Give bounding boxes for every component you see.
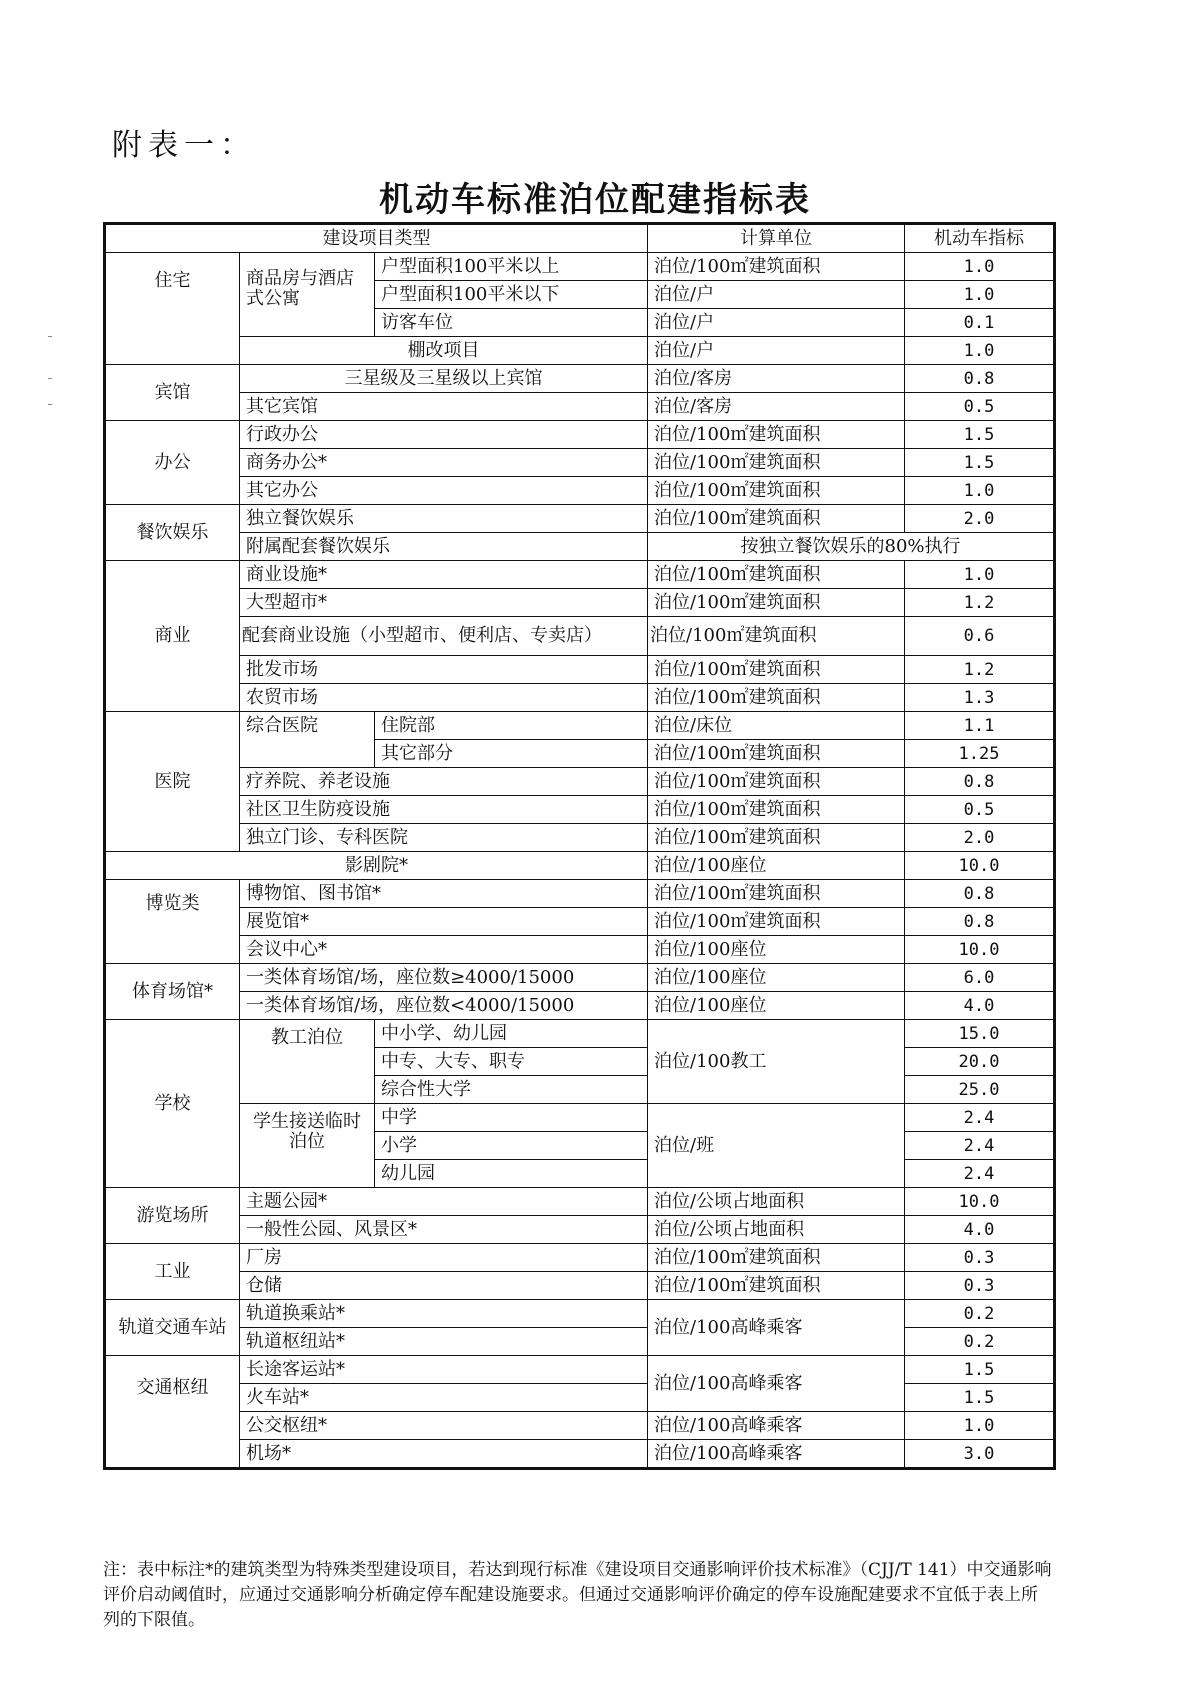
index-value: 4.0	[905, 1216, 1055, 1244]
scan-mark	[48, 378, 52, 379]
header-index: 机动车指标	[905, 224, 1055, 253]
unit-cell: 泊位/100座位	[648, 992, 905, 1020]
table-row	[105, 477, 1055, 505]
index-value: 3.0	[905, 1440, 1055, 1469]
item-label: 其它部分	[375, 740, 648, 768]
unit-cell: 泊位/100教工	[648, 1020, 905, 1104]
table-row	[105, 684, 1055, 712]
index-value: 0.8	[905, 768, 1055, 796]
item-label: 商务办公*	[240, 449, 648, 477]
item-label: 户型面积100平米以上	[375, 253, 648, 281]
item-label: 火车站*	[240, 1384, 648, 1412]
index-value: 15.0	[905, 1020, 1055, 1048]
table-row	[105, 449, 1055, 477]
index-value: 1.5	[905, 449, 1055, 477]
subcategory-cell: 教工泊位	[240, 1020, 375, 1104]
item-label: 主题公园*	[240, 1188, 648, 1216]
item-label: 独立门诊、专科医院	[240, 824, 648, 852]
index-value: 1.0	[905, 1412, 1055, 1440]
item-label: 一类体育场馆/场，座位数<4000/15000	[240, 992, 648, 1020]
unit-cell: 泊位/客房	[648, 393, 905, 421]
item-label: 独立餐饮娱乐	[240, 505, 648, 533]
unit-cell: 泊位/100㎡建筑面积	[648, 880, 905, 908]
index-value: 1.3	[905, 684, 1055, 712]
table-row	[105, 365, 1055, 393]
index-value: 1.0	[905, 337, 1055, 365]
index-value: 1.0	[905, 281, 1055, 309]
item-label: 批发市场	[240, 656, 648, 684]
table-row	[105, 1328, 1055, 1356]
unit-cell: 泊位/100高峰乘客	[648, 1356, 905, 1412]
index-value: 2.0	[905, 824, 1055, 852]
index-value: 0.1	[905, 309, 1055, 337]
unit-cell: 泊位/公顷占地面积	[648, 1188, 905, 1216]
category-cell: 交通枢纽	[105, 1356, 240, 1469]
item-label: 其它办公	[240, 477, 648, 505]
table-row	[105, 992, 1055, 1020]
index-value: 10.0	[905, 852, 1055, 880]
index-value: 0.8	[905, 908, 1055, 936]
unit-cell: 泊位/100高峰乘客	[648, 1412, 905, 1440]
item-label: 厂房	[240, 1244, 648, 1272]
table-row	[105, 617, 1055, 656]
unit-cell: 泊位/户	[648, 281, 905, 309]
item-label: 棚改项目	[240, 337, 648, 365]
category-cell: 体育场馆*	[105, 964, 240, 1020]
category-cell: 办公	[105, 421, 240, 505]
item-label: 轨道换乘站*	[240, 1300, 648, 1328]
table-row	[105, 1412, 1055, 1440]
item-label: 大型超市*	[240, 589, 648, 617]
index-value: 0.8	[905, 365, 1055, 393]
index-value: 1.25	[905, 740, 1055, 768]
unit-cell: 泊位/100㎡建筑面积	[648, 477, 905, 505]
item-label: 一般性公园、风景区*	[240, 1216, 648, 1244]
item-label: 中小学、幼儿园	[375, 1020, 648, 1048]
index-value: 2.4	[905, 1160, 1055, 1188]
table-row	[105, 908, 1055, 936]
item-label: 仓储	[240, 1272, 648, 1300]
index-value: 1.5	[905, 1356, 1055, 1384]
table-row	[105, 505, 1055, 533]
table-row	[105, 656, 1055, 684]
item-label: 商业设施*	[240, 561, 648, 589]
unit-cell: 泊位/100㎡建筑面积	[648, 908, 905, 936]
table-title: 机动车标准泊位配建指标表	[379, 180, 811, 220]
index-value: 1.2	[905, 656, 1055, 684]
category-cell: 宾馆	[105, 365, 240, 421]
item-label: 三星级及三星级以上宾馆	[240, 365, 648, 393]
category-cell: 工业	[105, 1244, 240, 1300]
item-label: 行政办公	[240, 421, 648, 449]
unit-cell: 泊位/100㎡建筑面积	[648, 589, 905, 617]
table-row	[105, 1020, 1055, 1048]
index-value: 1.0	[905, 561, 1055, 589]
header-type: 建设项目类型	[105, 224, 648, 253]
item-label: 农贸市场	[240, 684, 648, 712]
table-row	[105, 1104, 1055, 1132]
table-row	[105, 337, 1055, 365]
item-label: 长途客运站*	[240, 1356, 648, 1384]
index-value: 20.0	[905, 1048, 1055, 1076]
subcategory-cell: 学生接送临时泊位	[240, 1104, 375, 1188]
unit-cell: 泊位/100㎡建筑面积	[648, 796, 905, 824]
item-label: 户型面积100平米以下	[375, 281, 648, 309]
index-value: 1.1	[905, 712, 1055, 740]
table-row	[105, 533, 1055, 561]
category-cell: 学校	[105, 1020, 240, 1188]
index-value: 0.3	[905, 1244, 1055, 1272]
unit-cell: 泊位/100㎡建筑面积	[648, 253, 905, 281]
item-label: 一类体育场馆/场，座位数≥4000/15000	[240, 964, 648, 992]
scan-mark	[48, 336, 52, 337]
parking-standard-table	[103, 222, 1056, 1470]
header-row	[105, 224, 1055, 253]
table-row	[105, 1300, 1055, 1328]
item-label: 综合性大学	[375, 1076, 648, 1104]
index-value: 0.3	[905, 1272, 1055, 1300]
item-label: 配套商业设施（小型超市、便利店、专卖店）	[240, 617, 648, 656]
appendix-label: 附表一：	[112, 128, 256, 163]
category-cell: 医院	[105, 712, 240, 852]
item-label: 轨道枢纽站*	[240, 1328, 648, 1356]
index-value: 1.5	[905, 1384, 1055, 1412]
table-row	[105, 561, 1055, 589]
index-value: 0.5	[905, 796, 1055, 824]
table-row	[105, 1244, 1055, 1272]
table-row	[105, 796, 1055, 824]
item-label: 中学	[375, 1104, 648, 1132]
unit-cell: 泊位/户	[648, 309, 905, 337]
category-cell: 影剧院*	[105, 852, 648, 880]
item-label: 疗养院、养老设施	[240, 768, 648, 796]
unit-cell: 泊位/100㎡建筑面积	[648, 617, 905, 656]
unit-cell: 泊位/100㎡建筑面积	[648, 1272, 905, 1300]
index-value: 0.2	[905, 1300, 1055, 1328]
unit-cell: 泊位/100㎡建筑面积	[648, 561, 905, 589]
unit-cell: 泊位/100㎡建筑面积	[648, 684, 905, 712]
item-label: 博物馆、图书馆*	[240, 880, 648, 908]
unit-cell: 泊位/100㎡建筑面积	[648, 421, 905, 449]
index-value: 6.0	[905, 964, 1055, 992]
item-label: 幼儿园	[375, 1160, 648, 1188]
category-cell: 商业	[105, 561, 240, 712]
table-row	[105, 1216, 1055, 1244]
table-row	[105, 421, 1055, 449]
item-label: 住院部	[375, 712, 648, 740]
index-value: 2.4	[905, 1104, 1055, 1132]
item-label: 社区卫生防疫设施	[240, 796, 648, 824]
index-note: 按独立餐饮娱乐的80%执行	[648, 533, 1055, 561]
index-value: 2.0	[905, 505, 1055, 533]
unit-cell: 泊位/100㎡建筑面积	[648, 656, 905, 684]
table-row	[105, 1384, 1055, 1412]
category-cell: 轨道交通车站	[105, 1300, 240, 1356]
index-value: 0.2	[905, 1328, 1055, 1356]
index-value: 1.0	[905, 253, 1055, 281]
category-cell: 游览场所	[105, 1188, 240, 1244]
table-row	[105, 1188, 1055, 1216]
item-label: 中专、大专、职专	[375, 1048, 648, 1076]
index-value: 2.4	[905, 1132, 1055, 1160]
table-row	[105, 1272, 1055, 1300]
table-row	[105, 393, 1055, 421]
index-value: 1.2	[905, 589, 1055, 617]
footnote: 注：表中标注*的建筑类型为特殊类型建设项目，若达到现行标准《建设项目交通影响评价技术标准》（CJJ/T 141）中交通影响评价启动阈值时，应通过交通影响分析确定停车配建设施要求。但通过交通影响评价确定的停车设施配建要求不宜低于表上所列的下限值。	[103, 1560, 1052, 1630]
table-row	[105, 824, 1055, 852]
unit-cell: 泊位/100㎡建筑面积	[648, 505, 905, 533]
unit-cell: 泊位/100座位	[648, 936, 905, 964]
table-row	[105, 253, 1055, 281]
item-label: 访客车位	[375, 309, 648, 337]
header-unit: 计算单位	[648, 224, 905, 253]
table-row	[105, 1440, 1055, 1469]
item-label: 机场*	[240, 1440, 648, 1469]
table-row	[105, 852, 1055, 880]
index-value: 1.5	[905, 421, 1055, 449]
table-row	[105, 936, 1055, 964]
unit-cell: 泊位/100㎡建筑面积	[648, 740, 905, 768]
category-cell: 住宅	[105, 253, 240, 365]
item-label: 小学	[375, 1132, 648, 1160]
table-row	[105, 589, 1055, 617]
subcategory-cell: 综合医院	[240, 712, 375, 768]
item-label: 附属配套餐饮娱乐	[240, 533, 648, 561]
index-value: 10.0	[905, 936, 1055, 964]
item-label: 其它宾馆	[240, 393, 648, 421]
unit-cell: 泊位/户	[648, 337, 905, 365]
unit-cell: 泊位/100㎡建筑面积	[648, 1244, 905, 1272]
scan-mark	[48, 404, 52, 405]
unit-cell: 泊位/100㎡建筑面积	[648, 824, 905, 852]
subcategory-cell: 商品房与酒店式公寓	[240, 253, 375, 337]
index-value: 0.5	[905, 393, 1055, 421]
unit-cell: 泊位/100高峰乘客	[648, 1440, 905, 1469]
unit-cell: 泊位/公顷占地面积	[648, 1216, 905, 1244]
item-label: 公交枢纽*	[240, 1412, 648, 1440]
category-cell: 餐饮娱乐	[105, 505, 240, 561]
table-row	[105, 712, 1055, 740]
item-label: 展览馆*	[240, 908, 648, 936]
category-cell: 博览类	[105, 880, 240, 964]
unit-cell: 泊位/100座位	[648, 964, 905, 992]
table-row	[105, 880, 1055, 908]
unit-cell: 泊位/班	[648, 1104, 905, 1188]
index-value: 0.6	[905, 617, 1055, 656]
index-value: 4.0	[905, 992, 1055, 1020]
index-value: 10.0	[905, 1188, 1055, 1216]
index-value: 25.0	[905, 1076, 1055, 1104]
table-row	[105, 1356, 1055, 1384]
unit-cell: 泊位/100座位	[648, 852, 905, 880]
table-row	[105, 964, 1055, 992]
unit-cell: 泊位/100㎡建筑面积	[648, 449, 905, 477]
unit-cell: 泊位/100高峰乘客	[648, 1300, 905, 1356]
index-value: 0.8	[905, 880, 1055, 908]
table-row	[105, 768, 1055, 796]
unit-cell: 泊位/客房	[648, 365, 905, 393]
item-label: 会议中心*	[240, 936, 648, 964]
index-value: 1.0	[905, 477, 1055, 505]
unit-cell: 泊位/床位	[648, 712, 905, 740]
unit-cell: 泊位/100㎡建筑面积	[648, 768, 905, 796]
